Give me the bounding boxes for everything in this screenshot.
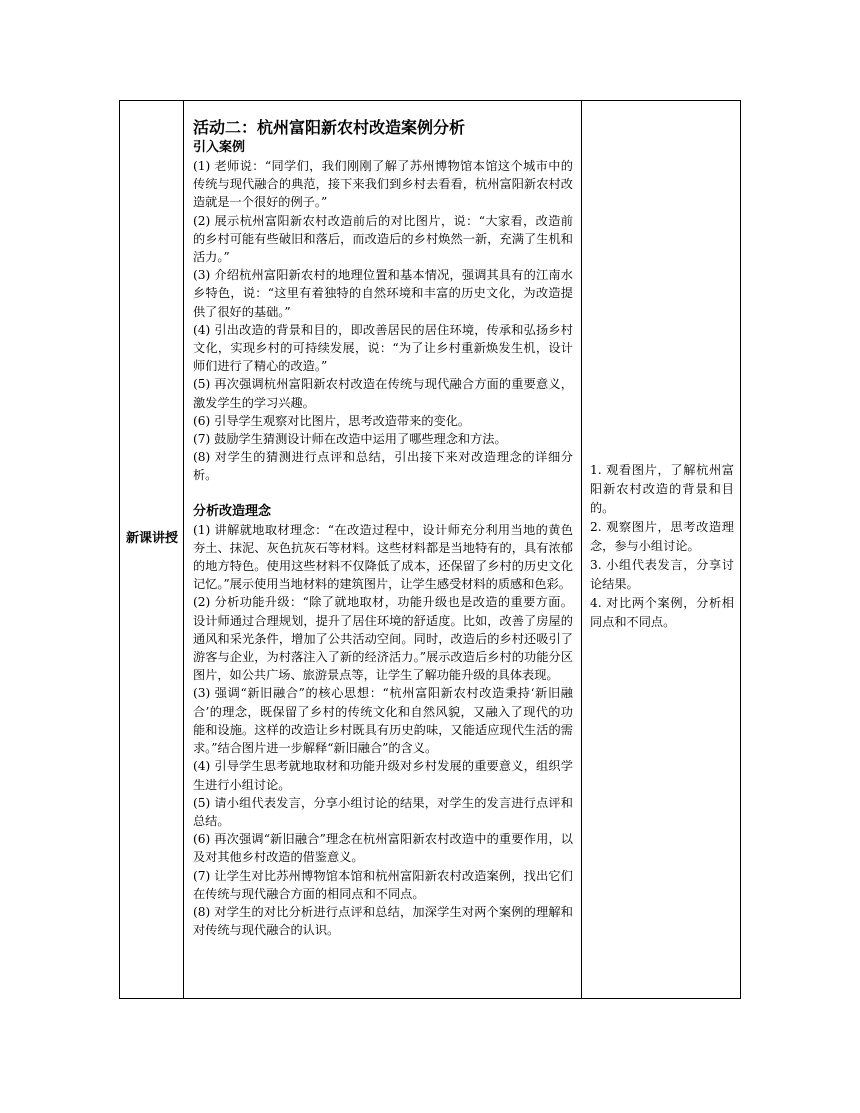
analysis-item: (2) 分析功能升级：“除了就地取材，功能升级也是改造的重要方面。设计师通过合理规划，提升了居住环境的舒适度。比如，改善了房屋的通风和采光条件，增加了公共活动空间。同时，改造后的乡村还吸引了游客与企业，为村落注入了新的经济活力。”展示改造后乡村的功能分区图片，如公共广场、旅游景点等，让学生了解功能升级的具体表现。 bbox=[193, 595, 573, 683]
student-step: 1. 观看图片，了解杭州富阳新农村改造的背景和目的。 bbox=[590, 463, 734, 515]
stage-column bbox=[120, 101, 184, 998]
intro-item: (4) 引出改造的背景和目的，即改善居民的居住环境，传承和弘扬乡村文化，实现乡村的可持续发展，说：“为了让乡村重新焕发生机，设计师们进行了精心的改造。” bbox=[193, 322, 573, 374]
student-step: 3. 小组代表发言，分享讨论结果。 bbox=[590, 558, 734, 591]
student-activity-column bbox=[582, 101, 740, 998]
analysis-item: (6) 再次强调“新旧融合”理念在杭州富阳新农村改造中的重要作用，以及对其他乡村改造的借鉴意义。 bbox=[193, 832, 573, 865]
intro-item: (1) 老师说：“同学们，我们刚刚了解了苏州博物馆本馆这个城市中的传统与现代融合的典范，接下来我们到乡村去看看，杭州富阳新农村改造就是一个很好的例子。” bbox=[193, 159, 573, 210]
student-step: 4. 对比两个案例，分析相同点和不同点。 bbox=[590, 596, 734, 629]
analysis-item: (7) 让学生对比苏州博物馆本馆和杭州富阳新农村改造案例，找出它们在传统与现代融合方面的相同点和不同点。 bbox=[193, 868, 573, 901]
student-step: 2. 观察图片，思考改造理念，参与小组讨论。 bbox=[590, 520, 734, 553]
analysis-item: (3) 强调“新旧融合”的核心思想：“杭州富阳新农村改造秉持‘新旧融合’的理念，既保留了乡村的传统文化和自然风貌，又融入了现代的功能和设施。这样的改造让乡村既具有历史韵味，又能适应现代生活的需求。”结合图片进一步解释“新旧融合”的含义。 bbox=[193, 686, 573, 756]
section-heading-intro: 引入案例 bbox=[193, 140, 246, 155]
analysis-item: (1) 讲解就地取材理念：“在改造过程中，设计师充分利用当地的黄色夯土、抹泥、灰色抗灰石等材料。这些材料都是当地特有的，具有浓郁的地方特色。使用这些材料不仅降低了成本，还保留了乡村的历史文化记忆。”展示使用当地材料的建筑图片，让学生感受材料的质感和色彩。 bbox=[193, 522, 573, 592]
intro-item: (8) 对学生的猜测进行点评和总结，引出接下来对改造理念的详细分析。 bbox=[193, 450, 573, 483]
section-heading-analysis: 分析改造理念 bbox=[193, 503, 272, 519]
analysis-item: (4) 引导学生思考就地取材和功能升级对乡村发展的重要意义，组织学生进行小组讨论。 bbox=[193, 759, 573, 792]
analysis-item: (8) 对学生的对比分析进行点评和总结，加深学生对两个案例的理解和对传统与现代融合的认识。 bbox=[193, 904, 573, 938]
intro-item: (6) 引导学生观察对比图片，思考改造带来的变化。 bbox=[193, 413, 471, 428]
spacer bbox=[193, 485, 573, 503]
teacher-activity-column bbox=[184, 101, 582, 998]
intro-item: (7) 鼓励学生猜测设计师在改造中运用了哪些理念和方法。 bbox=[193, 432, 507, 447]
intro-item: (2) 展示杭州富阳新农村改造前后的对比图片，说：“大家看，改造前的乡村可能有些破旧和落后，而改造后的乡村焕然一新，充满了生机和活力。” bbox=[193, 213, 573, 265]
intro-item: (5) 再次强调杭州富阳新农村改造在传统与现代融合方面的重要意义，激发学生的学习兴趣。 bbox=[193, 377, 573, 410]
intro-item: (3) 介绍杭州富阳新农村的地理位置和基本情况，强调其具有的江南水乡特色，说：“这里有着独特的自然环境和丰富的历史文化，为改造提供了很好的基础。” bbox=[193, 268, 573, 319]
analysis-item: (5) 请小组代表发言，分享小组讨论的结果，对学生的发言进行点评和总结。 bbox=[193, 795, 573, 828]
student-steps bbox=[590, 461, 734, 632]
activity-title: 活动二：杭州富阳新农村改造案例分析 bbox=[193, 118, 466, 137]
stage-label: 新课讲授 bbox=[126, 531, 179, 546]
lesson-table bbox=[119, 100, 741, 999]
